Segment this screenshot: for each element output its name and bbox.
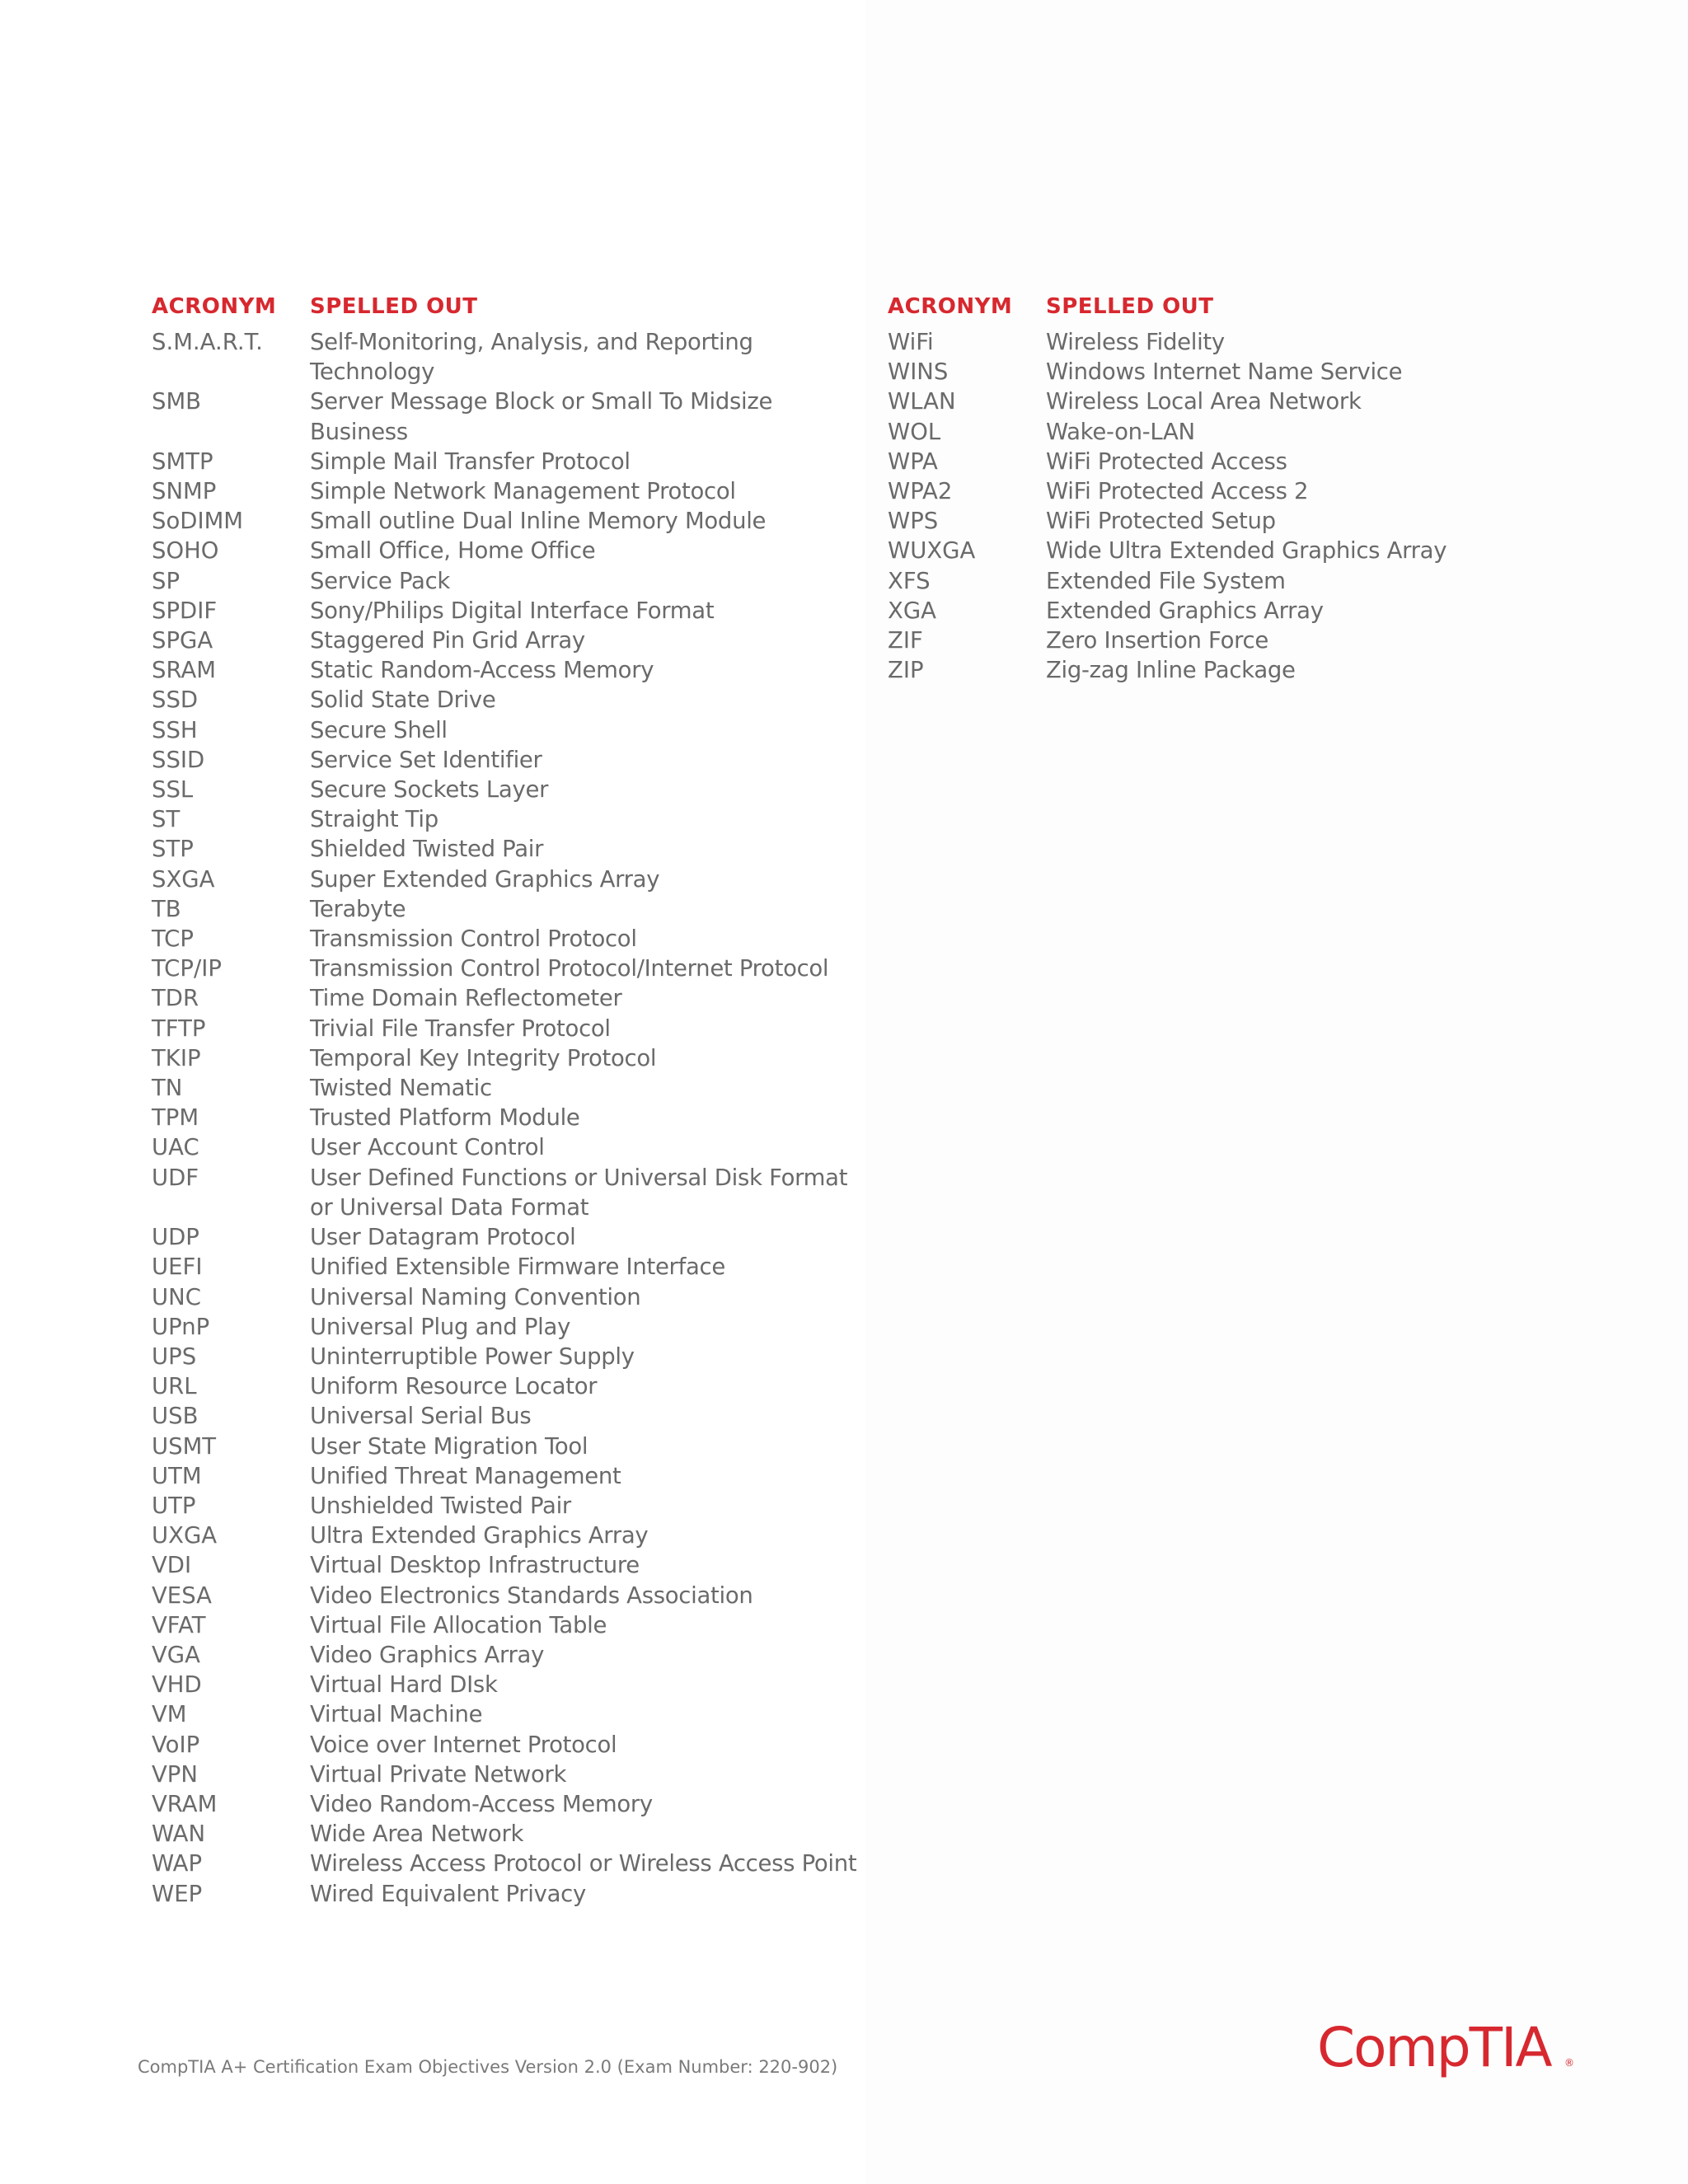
table-row: [888, 536, 1613, 565]
table-row: [152, 804, 877, 834]
spelled-out-cell: Ultra Extended Graphics Array: [310, 1522, 649, 1549]
spelled-out-cell: Wide Ultra Extended Graphics Array: [1046, 537, 1447, 565]
spelled-out-cell: Wired Equivalent Privacy: [310, 1880, 586, 1907]
spelled-out-cell: User Datagram Protocol: [310, 1224, 576, 1251]
spelled-out-cell: Twisted Nematic: [310, 1075, 492, 1102]
acronym-cell: VFAT: [152, 1611, 206, 1638]
table-row: [152, 1699, 877, 1729]
table-row: [152, 1073, 877, 1103]
spelled-out-cell: Self-Monitoring, Analysis, and Reporting Technology: [310, 329, 753, 386]
acronym-cell: SSH: [152, 716, 198, 743]
acronym-cell: ZIF: [888, 627, 923, 654]
spelled-out-cell: Wireless Local Area Network: [1046, 388, 1362, 415]
table-row: [152, 745, 877, 775]
acronym-cell: TPM: [152, 1104, 199, 1132]
spelled-out-cell: User Defined Functions or Universal Disk Format or Universal Data Format: [310, 1164, 848, 1221]
acronym-cell: TCP/IP: [152, 955, 222, 982]
acronym-cell: SPDIF: [152, 597, 218, 624]
acronym-cell: XGA: [888, 597, 936, 624]
acronym-cell: WAP: [152, 1850, 203, 1877]
spelled-out-cell: Virtual Private Network: [310, 1760, 567, 1788]
header-acronym: ACRONYM: [152, 294, 277, 319]
acronym-cell: SSD: [152, 687, 199, 714]
acronym-cell: VoIP: [152, 1731, 200, 1758]
spelled-out-cell: Unified Threat Management: [310, 1462, 621, 1489]
acronym-rows: [152, 327, 877, 1909]
acronym-cell: VRAM: [152, 1790, 218, 1817]
acronym-cell: WPS: [888, 508, 939, 535]
table-row: [152, 1670, 877, 1699]
spelled-out-cell: Terabyte: [310, 895, 406, 922]
acronym-cell: VESA: [152, 1582, 212, 1609]
table-row: [152, 1103, 877, 1132]
acronym-cell: WEP: [152, 1880, 203, 1907]
spelled-out-cell: Transmission Control Protocol: [310, 926, 637, 953]
spelled-out-cell: Super Extended Graphics Array: [310, 865, 660, 893]
table-row: [152, 715, 877, 745]
spelled-out-cell: Unshielded Twisted Pair: [310, 1492, 571, 1519]
table-row: [888, 447, 1613, 476]
table-row: [152, 1789, 877, 1819]
header-acronym: ACRONYM: [888, 294, 1013, 319]
table-row: [152, 1312, 877, 1342]
table-row: [152, 1282, 877, 1312]
spelled-out-cell: Shielded Twisted Pair: [310, 836, 544, 863]
acronym-cell: SPGA: [152, 627, 213, 654]
table-row: [152, 1760, 877, 1789]
table-row: [888, 566, 1613, 596]
table-row: [152, 1819, 877, 1849]
table-row: [152, 327, 877, 387]
acronym-cell: UPnP: [152, 1313, 210, 1340]
spelled-out-cell: Temporal Key Integrity Protocol: [310, 1044, 657, 1071]
table-row: [152, 1849, 877, 1878]
spelled-out-cell: Simple Mail Transfer Protocol: [310, 448, 631, 475]
table-row: [152, 865, 877, 894]
acronym-cell: UDP: [152, 1224, 199, 1251]
spelled-out-cell: Secure Shell: [310, 716, 448, 743]
table-row: [152, 1521, 877, 1550]
table-row: [152, 447, 877, 476]
table-row: [152, 775, 877, 804]
table-row: [888, 357, 1613, 387]
spelled-out-cell: Wide Area Network: [310, 1821, 524, 1848]
acronym-cell: VHD: [152, 1671, 202, 1699]
acronym-cell: UNC: [152, 1283, 201, 1310]
table-row: [152, 954, 877, 983]
table-row: [152, 626, 877, 655]
acronym-cell: SNMP: [152, 478, 217, 505]
spelled-out-cell: Straight Tip: [310, 806, 438, 833]
table-row: [152, 1461, 877, 1491]
spelled-out-cell: Universal Naming Convention: [310, 1283, 641, 1310]
table-row: [152, 1342, 877, 1371]
table-row: [152, 1879, 877, 1909]
acronym-table-right: [888, 294, 1613, 685]
table-row: [152, 655, 877, 685]
table-row: [152, 1222, 877, 1252]
table-row: [152, 506, 877, 536]
table-header: [152, 294, 877, 319]
spelled-out-cell: Server Message Block or Small To Midsize Business: [310, 388, 773, 445]
acronym-cell: USMT: [152, 1432, 217, 1460]
spelled-out-cell: Zero Insertion Force: [1046, 627, 1268, 654]
acronym-cell: VPN: [152, 1760, 198, 1788]
table-row: [152, 685, 877, 715]
table-row: [152, 1581, 877, 1610]
acronym-rows: [888, 327, 1613, 685]
acronym-cell: USB: [152, 1403, 199, 1430]
acronym-cell: WPA2: [888, 478, 953, 505]
table-row: [152, 536, 877, 565]
spelled-out-cell: Wireless Access Protocol or Wireless Access Point: [310, 1850, 857, 1877]
acronym-cell: SRAM: [152, 657, 216, 684]
acronym-cell: TB: [152, 895, 181, 922]
acronym-cell: WUXGA: [888, 537, 976, 565]
spelled-out-cell: Extended File System: [1046, 567, 1286, 594]
acronym-cell: SXGA: [152, 865, 215, 893]
acronym-cell: UTP: [152, 1492, 196, 1519]
acronym-cell: S.M.A.R.T.: [152, 329, 263, 355]
spelled-out-cell: Universal Plug and Play: [310, 1313, 571, 1340]
spelled-out-cell: Service Pack: [310, 567, 451, 594]
spelled-out-cell: Uniform Resource Locator: [310, 1373, 598, 1400]
table-row: [152, 1014, 877, 1043]
acronym-cell: SSID: [152, 746, 205, 773]
spelled-out-cell: User Account Control: [310, 1134, 545, 1161]
comptia-logo: [1317, 2015, 1573, 2081]
table-row: [152, 924, 877, 954]
table-row: [888, 417, 1613, 447]
acronym-cell: SMTP: [152, 448, 213, 475]
spelled-out-cell: WiFi Protected Access: [1046, 448, 1287, 475]
table-row: [152, 1550, 877, 1580]
spelled-out-cell: Solid State Drive: [310, 687, 496, 714]
acronym-cell: VDI: [152, 1552, 192, 1579]
spelled-out-cell: Virtual Hard DIsk: [310, 1671, 498, 1699]
acronym-cell: SP: [152, 567, 181, 594]
table-row: [888, 327, 1613, 357]
spelled-out-cell: Wake-on-LAN: [1046, 418, 1195, 445]
spelled-out-cell: Staggered Pin Grid Array: [310, 627, 585, 654]
spelled-out-cell: Voice over Internet Protocol: [310, 1731, 617, 1758]
table-row: [888, 655, 1613, 685]
acronym-cell: TFTP: [152, 1015, 206, 1042]
spelled-out-cell: Virtual File Allocation Table: [310, 1611, 607, 1638]
acronym-cell: TDR: [152, 985, 199, 1012]
spelled-out-cell: Small outline Dual Inline Memory Module: [310, 508, 767, 535]
table-row: [152, 1371, 877, 1401]
acronym-cell: XFS: [888, 567, 931, 594]
footer-text: CompTIA A+ Certification Exam Objectives Version 2.0 (Exam Number: 220-902): [138, 2057, 838, 2077]
acronym-cell: WAN: [152, 1821, 206, 1848]
acronym-cell: SMB: [152, 388, 202, 415]
spelled-out-cell: Trivial File Transfer Protocol: [310, 1015, 611, 1042]
header-spelled-out: SPELLED OUT: [1046, 294, 1214, 319]
acronym-cell: WPA: [888, 448, 938, 475]
spelled-out-cell: Simple Network Management Protocol: [310, 478, 736, 505]
acronym-cell: WOL: [888, 418, 941, 445]
table-row: [888, 387, 1613, 416]
acronym-cell: TN: [152, 1075, 183, 1102]
spelled-out-cell: Extended Graphics Array: [1046, 597, 1324, 624]
acronym-table-left: [152, 294, 877, 1909]
registered-mark: ®: [1564, 2057, 1574, 2069]
table-row: [152, 834, 877, 864]
spelled-out-cell: Universal Serial Bus: [310, 1403, 532, 1430]
acronym-cell: UPS: [152, 1343, 197, 1370]
acronym-cell: ST: [152, 806, 181, 833]
spelled-out-cell: Wireless Fidelity: [1046, 329, 1225, 355]
spelled-out-cell: WiFi Protected Setup: [1046, 508, 1276, 535]
acronym-cell: SoDIMM: [152, 508, 244, 535]
acronym-cell: WLAN: [888, 388, 956, 415]
acronym-cell: UXGA: [152, 1522, 218, 1549]
acronym-cell: TCP: [152, 926, 194, 953]
table-row: [152, 476, 877, 506]
acronym-cell: SOHO: [152, 537, 219, 565]
spelled-out-cell: Secure Sockets Layer: [310, 776, 549, 804]
spelled-out-cell: Static Random-Access Memory: [310, 657, 654, 684]
acronym-cell: WINS: [888, 359, 949, 386]
spelled-out-cell: Unified Extensible Firmware Interface: [310, 1254, 725, 1281]
table-row: [888, 596, 1613, 626]
table-row: [152, 1043, 877, 1073]
logo-wordmark: CompTIA: [1317, 2016, 1551, 2079]
table-row: [152, 596, 877, 626]
acronym-cell: ZIP: [888, 657, 924, 684]
table-row: [888, 506, 1613, 536]
acronym-cell: SSL: [152, 776, 194, 804]
spelled-out-cell: Trusted Platform Module: [310, 1104, 580, 1132]
spelled-out-cell: Virtual Machine: [310, 1701, 483, 1728]
acronym-cell: WiFi: [888, 329, 934, 355]
acronym-cell: TKIP: [152, 1044, 201, 1071]
spelled-out-cell: Sony/Philips Digital Interface Format: [310, 597, 715, 624]
spelled-out-cell: Windows Internet Name Service: [1046, 359, 1403, 386]
table-row: [152, 894, 877, 924]
acronym-cell: STP: [152, 836, 194, 863]
table-header: [888, 294, 1613, 319]
table-row: [152, 1640, 877, 1670]
spelled-out-cell: Transmission Control Protocol/Internet Protocol: [310, 955, 829, 982]
spelled-out-cell: Small Office, Home Office: [310, 537, 596, 565]
spelled-out-cell: Video Random-Access Memory: [310, 1790, 653, 1817]
table-row: [152, 1252, 877, 1282]
acronym-cell: UDF: [152, 1164, 199, 1191]
acronym-cell: UAC: [152, 1134, 199, 1161]
table-row: [888, 626, 1613, 655]
table-row: [152, 1432, 877, 1461]
table-row: [152, 983, 877, 1013]
acronym-cell: UTM: [152, 1462, 202, 1489]
table-row: [152, 1163, 877, 1222]
spelled-out-cell: User State Migration Tool: [310, 1432, 588, 1460]
header-spelled-out: SPELLED OUT: [310, 294, 478, 319]
acronym-cell: VGA: [152, 1641, 200, 1668]
table-row: [888, 476, 1613, 506]
table-row: [152, 1401, 877, 1431]
spelled-out-cell: Time Domain Reflectometer: [310, 985, 622, 1012]
acronym-cell: URL: [152, 1373, 197, 1400]
spelled-out-cell: Video Graphics Array: [310, 1641, 545, 1668]
spelled-out-cell: Zig-zag Inline Package: [1046, 657, 1296, 684]
spelled-out-cell: Virtual Desktop Infrastructure: [310, 1552, 640, 1579]
table-row: [152, 566, 877, 596]
spelled-out-cell: Service Set Identifier: [310, 746, 542, 773]
table-row: [152, 1730, 877, 1760]
table-row: [152, 1491, 877, 1521]
table-row: [152, 1132, 877, 1162]
spelled-out-cell: Uninterruptible Power Supply: [310, 1343, 635, 1370]
table-row: [152, 1610, 877, 1640]
spelled-out-cell: WiFi Protected Access 2: [1046, 478, 1309, 505]
acronym-cell: VM: [152, 1701, 187, 1728]
table-row: [152, 387, 877, 446]
spelled-out-cell: Video Electronics Standards Association: [310, 1582, 753, 1609]
acronym-cell: UEFI: [152, 1254, 203, 1281]
